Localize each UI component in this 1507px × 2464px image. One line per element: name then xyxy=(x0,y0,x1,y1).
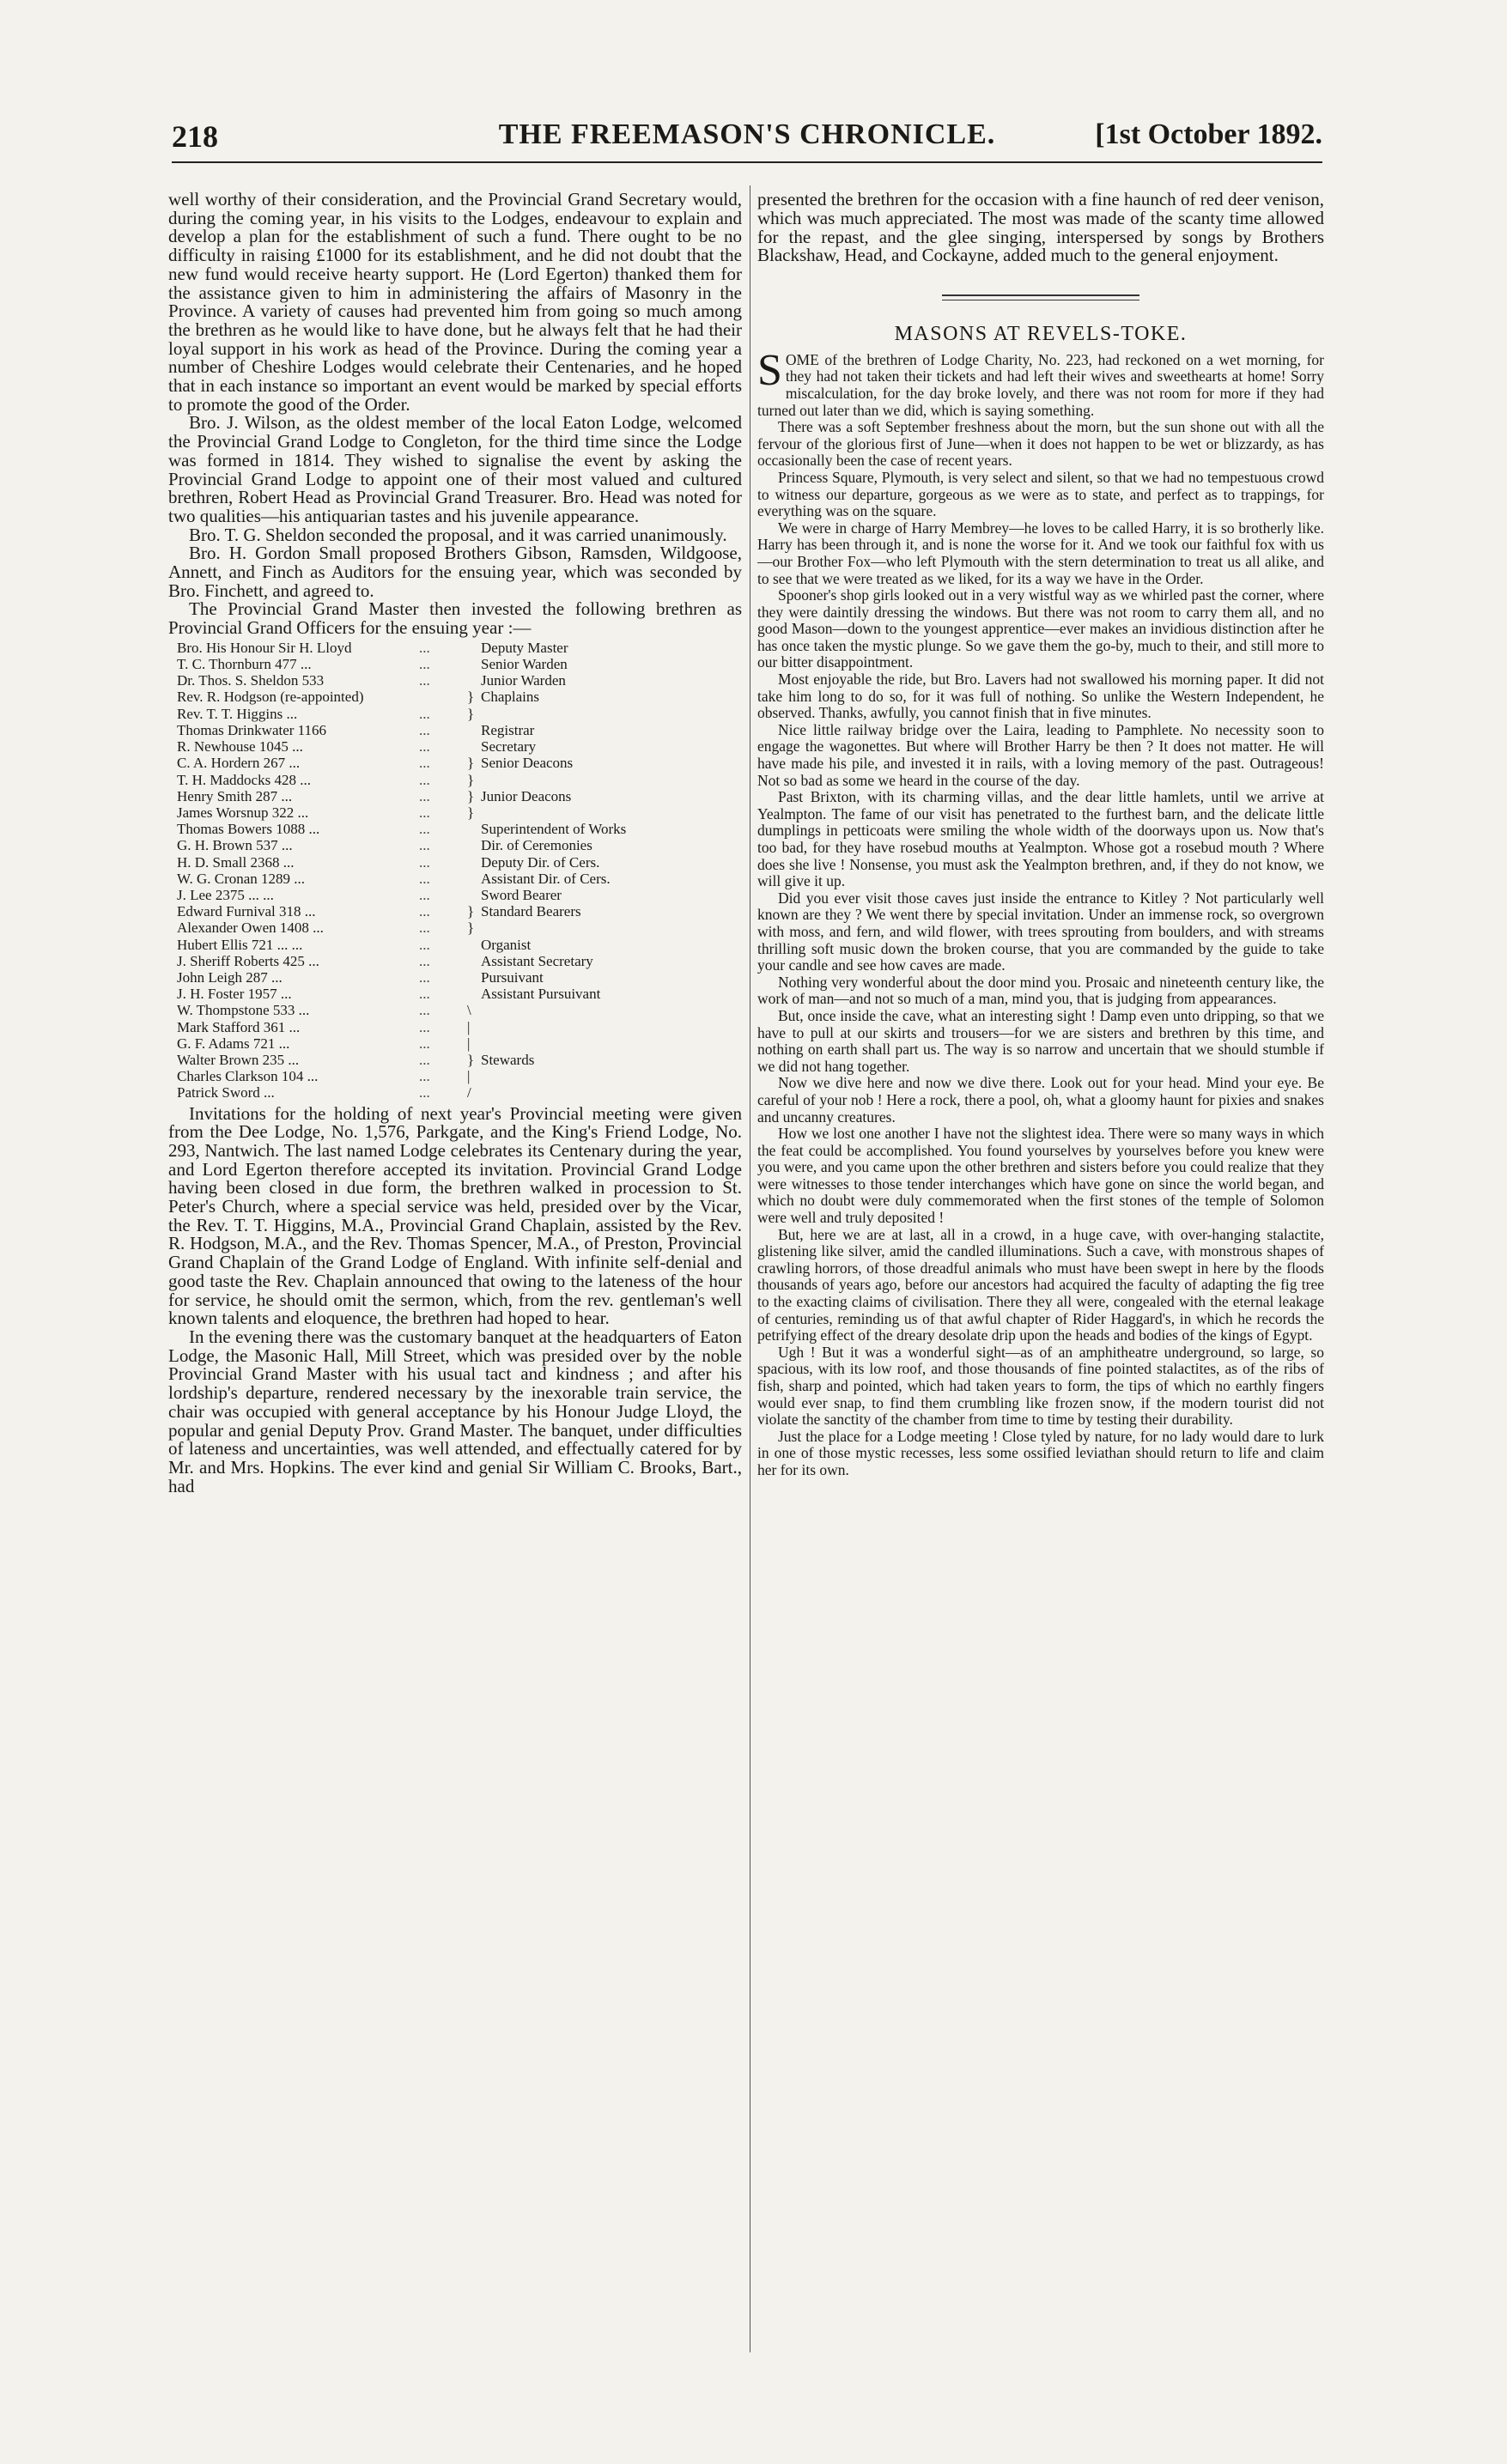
officer-name: Rev. R. Hodgson (re-appointed) xyxy=(177,689,364,706)
leader-dots: ... xyxy=(419,656,430,673)
officer-name: Walter Brown 235 ... xyxy=(177,1051,300,1068)
leader-dots: ... xyxy=(419,721,430,738)
officer-row xyxy=(168,919,742,936)
officer-row xyxy=(168,755,742,771)
officer-name: Dr. Thos. S. Sheldon 533 xyxy=(177,672,325,689)
brace xyxy=(467,887,481,903)
office-title xyxy=(481,772,742,788)
officer-row xyxy=(168,640,742,656)
leader-dots: ... xyxy=(419,968,430,986)
leader-dots: ... xyxy=(419,1068,430,1085)
brace xyxy=(467,969,481,986)
officer-row xyxy=(168,854,742,871)
brace: } xyxy=(467,787,475,804)
officer-row xyxy=(168,656,742,672)
leader-dots: ... xyxy=(419,705,430,722)
office-title xyxy=(481,804,742,821)
leader-dots: ... xyxy=(419,903,430,920)
officer-row xyxy=(168,837,742,853)
officer-name: Charles Clarkson 104 ... xyxy=(177,1068,319,1085)
office-title: Deputy Dir. of Cers. xyxy=(481,853,600,871)
brace xyxy=(467,937,481,953)
leader-dots: ... xyxy=(419,771,430,788)
paragraph: The Provincial Grand Master then invested the following brethren as Provincial Grand Officers for the ensuing year :— xyxy=(168,598,742,639)
brace xyxy=(467,722,481,738)
paragraph: Bro. T. G. Sheldon seconded the proposal, and it was carried unanimously. xyxy=(189,524,727,545)
leader-dots: ... xyxy=(419,639,430,656)
leader-dots: ... xyxy=(419,870,430,887)
leader-dots: ... xyxy=(419,1035,430,1052)
brace: } xyxy=(467,771,475,788)
brace xyxy=(467,821,481,837)
office-title: Senior Deacons xyxy=(481,755,574,772)
paragraph: presented the brethren for the occasion with a fine haunch of red deer venison, which was much appreciated. The most was made of the scanty time allowed for the repast, and the glee singing, interspersed by songs by Brothers Blackshaw, Head, and Cockayne, added much to the general enjoyment. xyxy=(757,191,1324,266)
officer-row xyxy=(168,788,742,804)
officer-name: Thomas Bowers 1088 ... xyxy=(177,821,320,838)
brace xyxy=(467,837,481,853)
leader-dots: ... xyxy=(419,1018,430,1035)
drop-cap: S xyxy=(757,345,782,395)
paragraph: But, here we are at last, all in a crowd, in a huge cave, with over-hanging stalactite, glistening like silver, amid the candled illuminations. Such a cave, with monstrous shapes of crawling horrors, of those dreadful animals who must have been swept in here by the floods thousands of years ago, before our ancestors had acquired the faculty of adapting the fig tree to the exacting claims of civilisation. There they all were, congealed with the eternal leakage of centuries, reminding us of that awful chapter of Rider Haggard's, in which he records the petrifying effect of the dreary desolate drip upon the heads and bodies of the kings of Egypt. xyxy=(757,1225,1324,1344)
brace xyxy=(467,738,481,755)
brace xyxy=(467,854,481,871)
brace: } xyxy=(467,903,475,920)
brace xyxy=(467,953,481,969)
office-title xyxy=(481,1019,742,1035)
issue-date: [1st October 1892. xyxy=(1095,118,1322,150)
brace: } xyxy=(467,689,475,706)
office-title: Senior Warden xyxy=(481,656,568,673)
office-title xyxy=(481,1068,742,1084)
leader-dots: ... xyxy=(419,986,430,1003)
article-heading: MASONS AT REVELS-TOKE. xyxy=(894,323,1188,346)
brace: | xyxy=(467,1018,471,1035)
leader-dots: ... xyxy=(419,1051,430,1068)
brace: } xyxy=(467,1051,475,1068)
paragraph: Bro. J. Wilson, as the oldest member of the local Eaton Lodge, welcomed the Provincial Grand Lodge to Congleton, for the third time since the Lodge was formed in 1814. They wished to signalise the event by asking the Provincial Grand Lodge to appoint one of their most valued and cultured brethren, Robert Head as Provincial Grand Treasurer. Bro. Head was noted for two qualities—his antiquarian tastes and his juvenile appearance. xyxy=(168,412,742,526)
masthead xyxy=(172,118,1322,163)
officer-row xyxy=(168,1035,742,1052)
leader-dots: ... xyxy=(419,1084,430,1102)
section-rule xyxy=(942,294,1139,300)
office-title: Assistant Secretary xyxy=(481,952,593,969)
paragraph: How we lost one another I have not the slightest idea. There were so many ways in which the feat could be accomplished. You found yourselves by yourselves before you knew were you were, and you came upon the other brethren and sisters before you could realize that they were witnesses to those tender interchanges which have gone on since the world began, and which no doubt were duly commemorated when the first stones of the temple of Solomon were well and truly deposited ! xyxy=(757,1125,1324,1227)
leader-dots: ... xyxy=(419,1002,430,1019)
brace: | xyxy=(467,1068,471,1085)
paragraph: In the evening there was the customary banquet at the headquarters of Eaton Lodge, the Masonic Hall, Mill Street, which was presided over by the noble Provincial Grand Master with his usual tact and kindness ; and after his lordship's departure, rendered necessary by the inexorable train service, the chair was occupied with general acceptance by his Honour Judge Lloyd, the popular and genial Deputy Prov. Grand Master. The banquet, under difficulties of lateness and uncertainties, was well attended, and effectually catered for by Mr. and Mrs. Hopkins. The ever kind and genial Sir William C. Brooks, Bart., had xyxy=(168,1326,742,1496)
officer-row xyxy=(168,1002,742,1018)
officer-row xyxy=(168,1019,742,1035)
leader-dots xyxy=(419,689,467,705)
leader-dots: ... xyxy=(419,738,430,756)
office-title: Organist xyxy=(481,936,532,953)
paragraph: There was a soft September freshness about the morn, but the sun shone out with all the fervour of the glorious first of June—when it does not happen to be wet or blizzardy, as has occasionally been the case of recent years. xyxy=(757,418,1324,470)
brace xyxy=(467,871,481,887)
officer-name: H. D. Small 2368 ... xyxy=(177,853,295,871)
leader-dots: ... xyxy=(419,804,430,821)
office-title: Standard Bearers xyxy=(481,903,581,920)
brace: \ xyxy=(467,1002,471,1019)
leader-dots: ... xyxy=(419,886,430,903)
officer-name: G. F. Adams 721 ... xyxy=(177,1035,290,1052)
paragraph: Bro. H. Gordon Small proposed Brothers Gibson, Ramsden, Wildgoose, Annett, and Finch as Auditors for the ensuing year, which was seconded by Bro. Finchett, and agreed to. xyxy=(168,543,742,601)
paragraph: Past Brixton, with its charming villas, and the dear little hamlets, until we arrive at Yealmpton. The fame of our visit has penetrated to the furthest barn, and the delicate little dumplings in petticoats were smiling the whole width of the doorways upon us. Now that's too bad, for they have rosebud mouths at Yealmpton. Whose got a rosebud mouth ? Where does she live ! Nonsense, you must ask the Yealmpton brethren, and, if they do not know, we will give it up. xyxy=(757,788,1324,890)
brace xyxy=(467,640,481,656)
brace xyxy=(467,672,481,689)
officer-name: J. Lee 2375 ... ... xyxy=(177,886,274,903)
paragraph: Just the place for a Lodge meeting ! Close tyled by nature, for no lady would dare to lurk in one of those mystic recesses, less some ossified leviathan should return to life and claim her for its own. xyxy=(757,1427,1324,1478)
paragraph: We were in charge of Harry Membrey—he loves to be called Harry, it is so brotherly like. Harry has been through it, and is none the worse for it. And we took our faithful fox with us—our Brother Fox—who left Plymouth with the stern determination to treat us all alike, and to see that we were treated as we liked, for its a way we have in the Order. xyxy=(757,519,1324,587)
paragraph: Princess Square, Plymouth, is very select and silent, so that we had no tempestuous crowd to witness our departure, gorgeous as we were as to state, and perfect as to trappings, for everything was on the square. xyxy=(757,468,1324,520)
publication-title: THE FREEMASON'S CHRONICLE. xyxy=(498,118,996,150)
brace: } xyxy=(467,804,475,821)
officer-row xyxy=(168,969,742,986)
officer-name: Patrick Sword ... xyxy=(177,1084,275,1102)
office-title xyxy=(481,706,742,722)
paragraph: SOME of the brethren of Lodge Charity, No. 223, had reckoned on a wet morning, for they had not taken their tickets and had left their wives and sweethearts at home! Sorry miscalculation, for the day broke lovely, and there was not room for more if they had turned out later than we did, which is saying something. xyxy=(757,345,1324,419)
brace: } xyxy=(467,705,475,722)
leader-dots: ... xyxy=(419,853,430,871)
office-title: Assistant Dir. of Cers. xyxy=(481,870,611,887)
officer-name: Hubert Ellis 721 ... ... xyxy=(177,936,303,953)
officer-name: John Leigh 287 ... xyxy=(177,968,283,986)
officer-row xyxy=(168,986,742,1002)
paragraph: But, once inside the cave, what an interesting sight ! Damp even unto dripping, so that we have to pull at our skirts and trousers—for we are sisters and brethren by this time, and nothing on earth shall part us. The way is so narrow and uncertain that we should stumble if we did not hang together. xyxy=(757,1006,1324,1075)
office-title xyxy=(481,1084,742,1101)
paragraph: Spooner's shop girls looked out in a very wistful way as we whirled past the corner, where they were daintily dressing the windows. But there was not room to carry them all, and no good Mason—down to the youngest apprentice—ever makes an invidious distinction after he has once taken the mystic plunge. So we gave them the go-by, much to their, and still more to our bitter disappointment. xyxy=(757,586,1324,671)
office-title: Chaplains xyxy=(481,689,539,706)
brace: } xyxy=(467,755,475,772)
officer-row xyxy=(168,871,742,887)
officer-name: Rev. T. T. Higgins ... xyxy=(177,705,298,722)
officer-name: C. A. Hordern 267 ... xyxy=(177,755,301,772)
officer-row xyxy=(168,689,742,705)
office-title xyxy=(481,1002,742,1018)
right-column xyxy=(757,191,1324,2354)
officer-row xyxy=(168,772,742,788)
officer-row xyxy=(168,738,742,755)
officer-name: Edward Furnival 318 ... xyxy=(177,903,316,920)
leader-dots: ... xyxy=(419,755,430,772)
officer-name: Henry Smith 287 ... xyxy=(177,787,293,804)
officer-row xyxy=(168,821,742,837)
paragraph: Invitations for the holding of next year's Provincial meeting were given from the Dee Lodge, No. 1,576, Parkgate, and the King's Friend Lodge, No. 293, Nantwich. The last named Lodge celebrates its Centenary during the year, and Lord Egerton therefore accepted its invitation. Provincial Grand Lodge having been closed in due form, the brethren walked in procession to St. Peter's Church, where a special service was held, presided over by the Vicar, the Rev. T. T. Higgins, M.A., Provincial Grand Chaplain, assisted by the Rev. R. Hodgson, M.A., and the Rev. Thomas Spencer, M.A., of Preston, Provincial Grand Chaplain of the Grand Lodge of England. With infinite self-denial and good taste the Rev. Chaplain announced that owing to the lateness of the hour for service, he should omit the sermon, which, from the rev. gentleman's well known talents and eloquence, the brethren had hoped to hear. xyxy=(168,1102,742,1329)
officer-row xyxy=(168,706,742,722)
office-title xyxy=(481,919,742,936)
brace: | xyxy=(467,1035,471,1052)
leader-dots: ... xyxy=(419,952,430,969)
officer-name: G. H. Brown 537 ... xyxy=(177,837,293,854)
office-title: Pursuivant xyxy=(481,968,544,986)
leader-dots: ... xyxy=(419,837,430,854)
officer-row xyxy=(168,672,742,689)
officer-name: T. C. Thornburn 477 ... xyxy=(177,656,312,673)
office-title: Deputy Master xyxy=(481,639,568,656)
office-title: Registrar xyxy=(481,721,535,738)
leader-dots: ... xyxy=(419,787,430,804)
brace xyxy=(467,656,481,672)
page-number: 218 xyxy=(172,119,218,154)
paragraph: Now we dive here and now we dive there. Look out for your head. Mind your eye. Be careful of your nob ! Here a rock, there a pool, oh, what a gloomy haunt for pixies and snakes and uncanny creatures. xyxy=(757,1074,1324,1126)
leader-dots: ... xyxy=(419,821,430,838)
officer-row xyxy=(168,1068,742,1084)
officer-row xyxy=(168,903,742,919)
officer-row xyxy=(168,722,742,738)
office-title: Sword Bearer xyxy=(481,886,562,903)
paragraph: Nice little railway bridge over the Laira, leading to Pamphlete. No necessity soon to engage the wagonettes. But where will Brother Harry be then ? It does not matter. He will have made his pile, and invested it in rails, with a loving memory of the past. Outrageous! Not so bad as some we heard in the course of the day. xyxy=(757,720,1324,789)
office-title: Stewards xyxy=(481,1051,535,1068)
paragraph: Ugh ! But it was a wonderful sight—as of an amphitheatre underground, so large, so spacious, with its low roof, and those thousands of fine pointed stalactites, as of the ribs of fish, sharp and pointed, which had taken years to form, the tips of which no earthly fingers would ever snap, to find them crumbling like frozen snow, if the modern tourist did not violate the sanctity of the chamber from time to time by testing their durability. xyxy=(757,1343,1324,1429)
officer-name: Bro. His Honour Sir H. Lloyd xyxy=(177,639,352,656)
office-title: Dir. of Ceremonies xyxy=(481,837,592,854)
left-column xyxy=(168,191,742,2354)
officer-row xyxy=(168,887,742,903)
paragraph: well worthy of their consideration, and the Provincial Grand Secretary would, during the coming year, in his visits to the Lodges, endeavour to explain and develop a plan for the establishment of such a fund. There ought to be no difficulty in raising £1000 for its establishment, and he did not doubt that the new fund would receive hearty support. He (Lord Egerton) thanked them for the assistance given to him in administering the affairs of Masonry in the Province. A variety of causes had prevented him from going so much among the brethren as he would like to have done, but he always felt that he had their loyal support in his work as head of the Province. During the coming year a number of Cheshire Lodges would celebrate their Centenaries, and he hoped that in each instance so important an event would be marked by special efforts to promote the good of the Order. xyxy=(168,191,742,415)
brace: / xyxy=(467,1084,471,1102)
office-title: Junior Warden xyxy=(481,672,566,689)
officers-list xyxy=(168,640,742,1102)
officer-name: J. Sheriff Roberts 425 ... xyxy=(177,952,319,969)
brace: } xyxy=(467,919,475,937)
officer-name: Thomas Drinkwater 1166 xyxy=(177,721,327,738)
office-title: Junior Deacons xyxy=(481,787,572,804)
officer-name: Mark Stafford 361 ... xyxy=(177,1018,301,1035)
officer-name: T. H. Maddocks 428 ... xyxy=(177,771,311,788)
leader-dots: ... xyxy=(419,936,430,953)
officer-name: W. G. Cronan 1289 ... xyxy=(177,870,306,887)
paragraph: Most enjoyable the ride, but Bro. Lavers had not swallowed his morning paper. It did not take him long to do so, for it was full of nothing. So unlike the Western Independent, he observed. Thanks, awfully, you cannot finish that in five minutes. xyxy=(757,671,1324,722)
officer-name: J. H. Foster 1957 ... xyxy=(177,986,292,1003)
officer-row xyxy=(168,804,742,821)
leader-dots: ... xyxy=(419,672,430,689)
officer-name: James Worsnup 322 ... xyxy=(177,804,309,821)
office-title xyxy=(481,1035,742,1052)
paragraph: Did you ever visit those caves just inside the entrance to Kitley ? Not particularly well known are they ? We went there by special invitation. Under an immense rock, so overgrown with moss, and fern, and wild flower, with trees sprouting from boulders, and with streams thrilling soft music down the broken course, that you are commanded by the guide to take your candle and see how caves are made. xyxy=(757,889,1324,974)
officer-row xyxy=(168,1084,742,1101)
officer-name: W. Thompstone 533 ... xyxy=(177,1002,310,1019)
officer-row xyxy=(168,937,742,953)
officer-name: Alexander Owen 1408 ... xyxy=(177,919,324,937)
office-title: Assistant Pursuivant xyxy=(481,986,601,1003)
office-title: Secretary xyxy=(481,738,537,756)
leader-dots: ... xyxy=(419,919,430,937)
officer-row xyxy=(168,1052,742,1068)
officer-row xyxy=(168,953,742,969)
brace xyxy=(467,986,481,1002)
paragraph: Nothing very wonderful about the door mind you. Prosaic and nineteenth century like, the work of man—and not so much of a man, mind you, that is judging from appearances. xyxy=(757,973,1324,1008)
office-title: Superintendent of Works xyxy=(481,821,627,838)
officer-name: R. Newhouse 1045 ... xyxy=(177,738,303,756)
